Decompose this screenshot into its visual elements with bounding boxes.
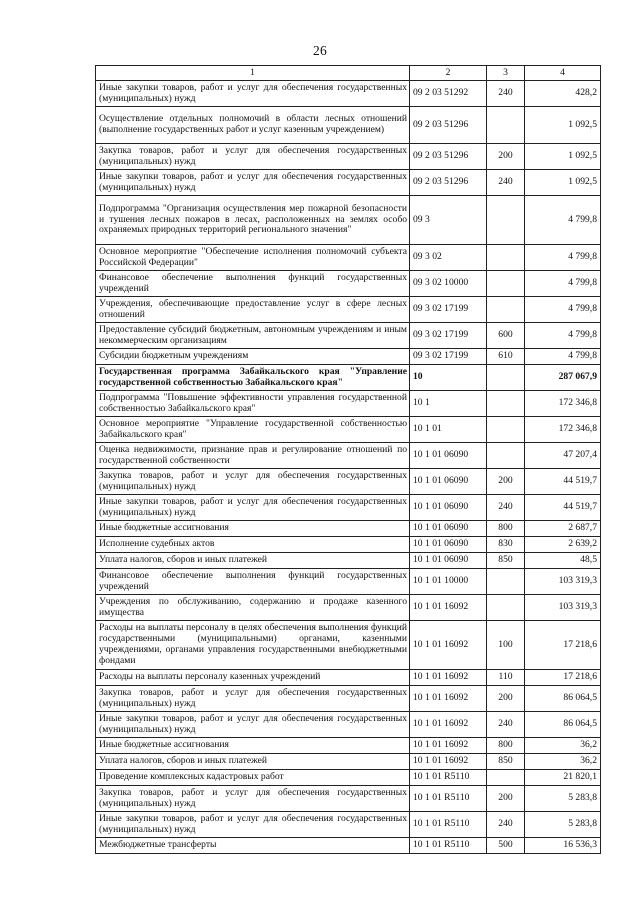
- cell-code: 10 1 01 16092: [410, 686, 487, 712]
- cell-sum: 4 799,8: [525, 271, 601, 297]
- table-row: [96, 365, 601, 391]
- cell-name: Иные бюджетные ассигнования: [96, 738, 410, 754]
- cell-sum: 16 536,3: [525, 838, 601, 854]
- cell-code: 10 1 01: [410, 417, 487, 443]
- cell-code: 09 2 03 51296: [410, 107, 487, 144]
- cell-code: 09 3 02 17199: [410, 349, 487, 365]
- cell-vr: [487, 770, 525, 786]
- cell-sum: 4 799,8: [525, 297, 601, 323]
- table-row: [96, 245, 601, 271]
- cell-code: 10 1 01 16092: [410, 712, 487, 738]
- cell-name: Уплата налогов, сборов и иных платежей: [96, 553, 410, 569]
- cell-vr: 500: [487, 838, 525, 854]
- cell-vr: [487, 443, 525, 469]
- table-row: [96, 323, 601, 349]
- cell-vr: 100: [487, 621, 525, 670]
- cell-code: 10 1 01 16092: [410, 754, 487, 770]
- cell-name: Закупка товаров, работ и услуг для обеспечения государственных (муниципальных) нужд: [96, 786, 410, 812]
- table-row: [96, 686, 601, 712]
- cell-sum: 86 064,5: [525, 712, 601, 738]
- cell-vr: [487, 271, 525, 297]
- cell-name: Закупка товаров, работ и услуг для обеспечения государственных (муниципальных) нужд: [96, 686, 410, 712]
- cell-sum: 2 687,7: [525, 521, 601, 537]
- cell-name: Учреждения по обслуживанию, содержанию и продаже казенного имущества: [96, 595, 410, 621]
- budget-table: [95, 65, 601, 854]
- cell-sum: 44 519,7: [525, 469, 601, 495]
- cell-name: Осуществление отдельных полномочий в области лесных отношений (выполнение государственных работ и услуг казенным учреждением): [96, 107, 410, 144]
- cell-sum: 21 820,1: [525, 770, 601, 786]
- table-row: [96, 786, 601, 812]
- cell-vr: 240: [487, 812, 525, 838]
- table-row: [96, 495, 601, 521]
- table-row: [96, 297, 601, 323]
- table-row: [96, 537, 601, 553]
- cell-vr: [487, 365, 525, 391]
- cell-name: Иные закупки товаров, работ и услуг для обеспечения государственных (муниципальных) нужд: [96, 812, 410, 838]
- cell-name: Иные закупки товаров, работ и услуг для обеспечения государственных (муниципальных) нужд: [96, 495, 410, 521]
- cell-code: 10 1 01 06090: [410, 495, 487, 521]
- cell-code: 10 1 01 06090: [410, 537, 487, 553]
- table-body: [96, 81, 601, 854]
- cell-vr: [487, 196, 525, 245]
- cell-sum: 86 064,5: [525, 686, 601, 712]
- cell-vr: 850: [487, 553, 525, 569]
- cell-code: 10 1 01 16092: [410, 621, 487, 670]
- cell-name: Субсидии бюджетным учреждениям: [96, 349, 410, 365]
- cell-code: 09 3 02 17199: [410, 297, 487, 323]
- cell-code: 10 1 01 16092: [410, 595, 487, 621]
- cell-sum: 172 346,8: [525, 391, 601, 417]
- cell-sum: 1 092,5: [525, 107, 601, 144]
- cell-vr: [487, 107, 525, 144]
- cell-sum: 4 799,8: [525, 196, 601, 245]
- cell-vr: 200: [487, 686, 525, 712]
- cell-sum: 1 092,5: [525, 144, 601, 170]
- cell-code: 10: [410, 365, 487, 391]
- cell-name: Оценка недвижимости, признание прав и регулирование отношений по государственной собственности: [96, 443, 410, 469]
- table-row: [96, 621, 601, 670]
- cell-name: Основное мероприятие "Обеспечение исполнения полномочий субъекта Российской Федерации": [96, 245, 410, 271]
- cell-vr: 200: [487, 786, 525, 812]
- cell-name: Финансовое обеспечение выполнения функций государственных учреждений: [96, 569, 410, 595]
- cell-code: 10 1 01 16092: [410, 738, 487, 754]
- cell-name: Учреждения, обеспечивающие предоставление услуг в сфере лесных отношений: [96, 297, 410, 323]
- cell-sum: 4 799,8: [525, 349, 601, 365]
- header-cell-sum: 4: [525, 66, 601, 81]
- table-row: [96, 443, 601, 469]
- cell-vr: 110: [487, 670, 525, 686]
- cell-code: 10 1 01 06090: [410, 521, 487, 537]
- cell-sum: 5 283,8: [525, 786, 601, 812]
- table-row: [96, 391, 601, 417]
- cell-code: 09 2 03 51296: [410, 170, 487, 196]
- cell-sum: 287 067,9: [525, 365, 601, 391]
- cell-sum: 36,2: [525, 738, 601, 754]
- cell-code: 09 2 03 51292: [410, 81, 487, 107]
- cell-name: Проведение комплексных кадастровых работ: [96, 770, 410, 786]
- table-row: [96, 595, 601, 621]
- cell-vr: 830: [487, 537, 525, 553]
- cell-sum: 44 519,7: [525, 495, 601, 521]
- table-row: [96, 81, 601, 107]
- cell-sum: 1 092,5: [525, 170, 601, 196]
- cell-name: Расходы на выплаты персоналу казенных учреждений: [96, 670, 410, 686]
- cell-vr: 240: [487, 495, 525, 521]
- cell-name: Подпрограмма "Повышение эффективности управления государственной собственностью Забайкальского края": [96, 391, 410, 417]
- cell-sum: 103 319,3: [525, 595, 601, 621]
- table-row: [96, 738, 601, 754]
- cell-sum: 428,2: [525, 81, 601, 107]
- cell-code: 10 1 01 06090: [410, 553, 487, 569]
- cell-code: 10 1 01 R5110: [410, 812, 487, 838]
- cell-name: Иные закупки товаров, работ и услуг для обеспечения государственных (муниципальных) нужд: [96, 712, 410, 738]
- cell-vr: [487, 297, 525, 323]
- cell-code: 09 3: [410, 196, 487, 245]
- cell-code: 10 1 01 16092: [410, 670, 487, 686]
- table-row: [96, 271, 601, 297]
- table-row: [96, 349, 601, 365]
- cell-vr: 800: [487, 738, 525, 754]
- cell-sum: 36,2: [525, 754, 601, 770]
- cell-vr: [487, 245, 525, 271]
- cell-name: Подпрограмма "Организация осуществления мер пожарной безопасности и тушения лесных пожаров в лесах, расположенных на землях особо охраняемых природных территорий регионального значения": [96, 196, 410, 245]
- cell-name: Государственная программа Забайкальского края "Управление государственной собственностью Забайкальского края": [96, 365, 410, 391]
- table-row: [96, 754, 601, 770]
- table-row: [96, 144, 601, 170]
- cell-name: Исполнение судебных актов: [96, 537, 410, 553]
- page-number: 26: [312, 43, 328, 58]
- cell-sum: 48,5: [525, 553, 601, 569]
- cell-sum: 17 218,6: [525, 670, 601, 686]
- cell-vr: 240: [487, 81, 525, 107]
- table-row: [96, 170, 601, 196]
- cell-name: Финансовое обеспечение выполнения функций государственных учреждений: [96, 271, 410, 297]
- table-row: [96, 670, 601, 686]
- table-row: [96, 712, 601, 738]
- table-row: [96, 469, 601, 495]
- table-row: [96, 812, 601, 838]
- table-row: [96, 553, 601, 569]
- cell-name: Закупка товаров, работ и услуг для обеспечения государственных (муниципальных) нужд: [96, 144, 410, 170]
- cell-vr: 850: [487, 754, 525, 770]
- cell-vr: 600: [487, 323, 525, 349]
- cell-name: Межбюджетные трансферты: [96, 838, 410, 854]
- header-cell-name: 1: [96, 66, 410, 81]
- cell-code: 10 1: [410, 391, 487, 417]
- table-row: [96, 417, 601, 443]
- cell-sum: 5 283,8: [525, 812, 601, 838]
- header-row: [96, 66, 601, 81]
- cell-name: Расходы на выплаты персоналу в целях обеспечения выполнения функций государственными (муниципальными) органами, казенными учреждениями, органами управления государственными внебюджетными фондами: [96, 621, 410, 670]
- cell-name: Предоставление субсидий бюджетным, автономным учреждениям и иным некоммерческим организациям: [96, 323, 410, 349]
- cell-name: Уплата налогов, сборов и иных платежей: [96, 754, 410, 770]
- cell-sum: 17 218,6: [525, 621, 601, 670]
- cell-vr: [487, 391, 525, 417]
- cell-vr: 800: [487, 521, 525, 537]
- cell-name: Иные закупки товаров, работ и услуг для обеспечения государственных (муниципальных) нужд: [96, 81, 410, 107]
- table-row: [96, 107, 601, 144]
- cell-code: 10 1 01 10000: [410, 569, 487, 595]
- cell-vr: 240: [487, 712, 525, 738]
- cell-sum: 47 207,4: [525, 443, 601, 469]
- cell-vr: 200: [487, 469, 525, 495]
- cell-name: Основное мероприятие "Управление государственной собственностью Забайкальского края": [96, 417, 410, 443]
- cell-vr: 610: [487, 349, 525, 365]
- cell-name: Иные бюджетные ассигнования: [96, 521, 410, 537]
- table-row: [96, 569, 601, 595]
- cell-code: 09 3 02 10000: [410, 271, 487, 297]
- cell-sum: 4 799,8: [525, 245, 601, 271]
- cell-sum: 4 799,8: [525, 323, 601, 349]
- cell-vr: 240: [487, 170, 525, 196]
- table-row: [96, 196, 601, 245]
- cell-code: 09 3 02: [410, 245, 487, 271]
- cell-code: 10 1 01 R5110: [410, 770, 487, 786]
- cell-sum: 103 319,3: [525, 569, 601, 595]
- cell-name: Закупка товаров, работ и услуг для обеспечения государственных (муниципальных) нужд: [96, 469, 410, 495]
- cell-vr: 200: [487, 144, 525, 170]
- cell-code: 10 1 01 06090: [410, 469, 487, 495]
- header-cell-vr: 3: [487, 66, 525, 81]
- cell-code: 10 1 01 06090: [410, 443, 487, 469]
- cell-code: 10 1 01 R5110: [410, 786, 487, 812]
- cell-vr: [487, 595, 525, 621]
- cell-name: Иные закупки товаров, работ и услуг для обеспечения государственных (муниципальных) нужд: [96, 170, 410, 196]
- table-row: [96, 838, 601, 854]
- table-row: [96, 770, 601, 786]
- cell-vr: [487, 417, 525, 443]
- cell-code: 10 1 01 R5110: [410, 838, 487, 854]
- cell-sum: 2 639,2: [525, 537, 601, 553]
- cell-vr: [487, 569, 525, 595]
- table-header: [96, 66, 601, 81]
- cell-code: 09 3 02 17199: [410, 323, 487, 349]
- header-cell-code: 2: [410, 66, 487, 81]
- table-row: [96, 521, 601, 537]
- cell-sum: 172 346,8: [525, 417, 601, 443]
- cell-code: 09 2 03 51296: [410, 144, 487, 170]
